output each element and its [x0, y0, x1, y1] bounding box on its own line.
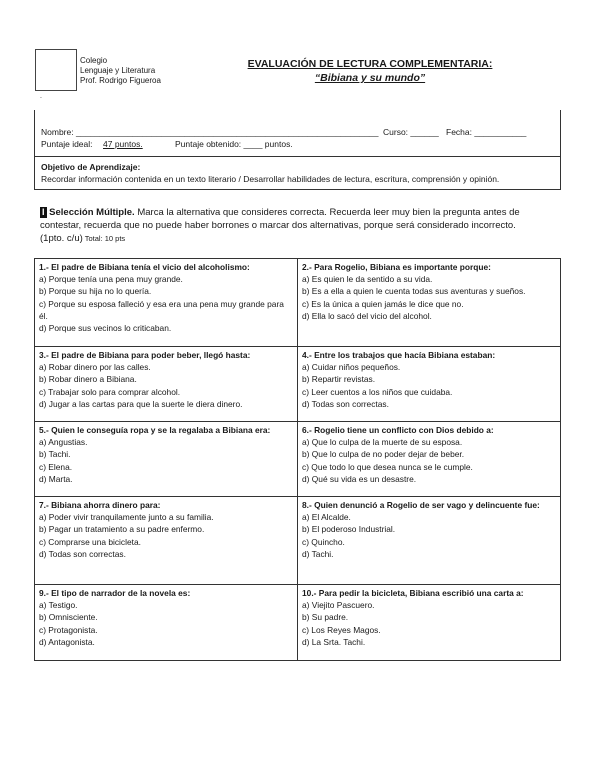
table-row — [35, 497, 561, 585]
section-instructions-text: Marca la alternativa que consideres correcta. Recuerda leer muy bien la pregunta antes de contestar, recuerda que no puede haber borrones o marcar dos alternativas, porque será considerado incorrecto. — [40, 207, 520, 231]
question-text: 5.- Quien le conseguía ropa y se la regalaba a Bibiana era: — [39, 425, 271, 435]
date-field[interactable]: Fecha: ___________ — [446, 127, 527, 137]
question-cell — [298, 585, 561, 661]
option[interactable]: c) Quincho. — [302, 536, 345, 547]
option[interactable]: a) Cuidar niños pequeños. — [302, 362, 401, 373]
option[interactable]: a) Angustias. — [39, 437, 88, 448]
section-title: Selección Múltiple. — [49, 207, 135, 218]
question-cell — [298, 259, 561, 347]
option[interactable]: a) Viejito Pascuero. — [302, 600, 375, 611]
table-row — [35, 585, 561, 661]
option[interactable]: b) Tachi. — [39, 449, 71, 460]
section-instructions — [40, 206, 560, 245]
option[interactable]: b) Omnisciente. — [39, 612, 98, 623]
question-cell — [298, 497, 561, 585]
option[interactable]: c) Protagonista. — [39, 624, 98, 635]
question-cell — [35, 585, 298, 661]
option[interactable]: d) La Srta. Tachi. — [302, 636, 366, 647]
option[interactable]: d) Porque sus vecinos lo criticaban. — [39, 323, 172, 334]
question-text: 9.- El tipo de narrador de la novela es: — [39, 588, 191, 598]
school-line: Prof. Rodrigo Figueroa — [80, 76, 161, 85]
option[interactable]: b) Repartir revistas. — [302, 374, 376, 385]
option[interactable]: b) Que lo culpa de no poder dejar de beber. — [302, 449, 465, 460]
name-field[interactable]: Nombre: ________________________________________________________________ — [41, 127, 379, 137]
option[interactable]: c) Comprarse una bicicleta. — [39, 536, 141, 547]
option[interactable]: a) Poder vivir tranquilamente junto a su familia. — [39, 512, 214, 523]
option[interactable]: a) El Alcalde. — [302, 512, 351, 523]
ideal-score-label: Puntaje ideal: — [41, 139, 93, 149]
option[interactable]: c) Porque su esposa falleció y esa era una pena muy grande para él. — [39, 298, 284, 321]
question-text: 8.- Quien denunció a Rogelio de ser vago y delincuente fue: — [302, 500, 540, 510]
question-text: 2.- Para Rogelio, Bibiana es importante porque: — [302, 262, 491, 272]
option[interactable]: d) Tachi. — [302, 548, 334, 559]
school-line: Lenguaje y Literatura — [80, 66, 156, 75]
obtained-score-field[interactable]: Puntaje obtenido: ____ puntos. — [175, 139, 293, 149]
option[interactable]: b) Robar dinero a Bibiana. — [39, 374, 137, 385]
table-row — [35, 259, 561, 347]
question-cell — [35, 422, 298, 497]
option[interactable]: b) Su padre. — [302, 612, 349, 623]
questions-table — [34, 258, 561, 661]
option[interactable]: c) Es la única a quien jamás le dice que no. — [302, 298, 464, 309]
divider — [35, 156, 560, 157]
option[interactable]: c) Los Reyes Magos. — [302, 624, 381, 635]
question-text: 1.- El padre de Bibiana tenía el vicio del alcoholismo: — [39, 262, 250, 272]
option[interactable]: b) Es a ella a quien le cuenta todas sus aventuras y sueños. — [302, 286, 526, 297]
option[interactable]: a) Es quien le da sentido a su vida. — [302, 274, 433, 285]
course-field[interactable]: Curso: ______ — [383, 127, 439, 137]
document-title — [235, 57, 505, 85]
option[interactable]: d) Marta. — [39, 473, 73, 484]
option[interactable]: d) Antagonista. — [39, 636, 95, 647]
option[interactable]: d) Ella lo sacó del vicio del alcohol. — [302, 310, 432, 321]
question-text: 7.- Bibiana ahorra dinero para: — [39, 500, 161, 510]
question-text: 3.- El padre de Bibiana para poder beber, llegó hasta: — [39, 350, 251, 360]
option[interactable]: a) Porque tenía una pena muy grande. — [39, 274, 183, 285]
option[interactable]: a) Testigo. — [39, 600, 78, 611]
ideal-score-value: 47 puntos. — [103, 139, 143, 149]
book-title: “Bibiana y su mundo” — [314, 72, 426, 84]
points-each: (1pto. c/u) — [40, 233, 83, 244]
option[interactable]: d) Todas son correctas. — [302, 398, 389, 409]
option[interactable]: a) Robar dinero por las calles. — [39, 362, 151, 373]
option[interactable]: c) Trabajar solo para comprar alcohol. — [39, 386, 181, 397]
objective-text: Recordar información contenida en un texto literario / Desarrollar habilidades de lectura, escritura, comprensión y opinión. — [41, 174, 500, 184]
option[interactable]: c) Elena. — [39, 461, 73, 472]
option[interactable]: c) Que todo lo que desea nunca se le cumple. — [302, 461, 473, 472]
question-text: 10.- Para pedir la bicicleta, Bibiana escribió una carta a: — [302, 588, 524, 598]
school-info — [80, 56, 161, 86]
question-cell — [35, 497, 298, 585]
question-cell — [35, 259, 298, 347]
school-logo-box — [35, 49, 77, 91]
option[interactable]: a) Que lo culpa de la muerte de su esposa. — [302, 437, 463, 448]
stray-dot: . — [40, 93, 42, 100]
option[interactable]: b) Porque su hija no lo quería. — [39, 286, 152, 297]
question-text: 4.- Entre los trabajos que hacía Bibiana estaban: — [302, 350, 496, 360]
question-cell — [298, 422, 561, 497]
objective-label: Objetivo de Aprendizaje: — [41, 162, 141, 172]
question-text: 6.- Rogelio tiene un conflicto con Dios debido a: — [302, 425, 494, 435]
points-total: Total: 10 pts — [82, 234, 126, 243]
question-cell — [35, 347, 298, 422]
option[interactable]: d) Qué su vida es un desastre. — [302, 473, 417, 484]
option[interactable]: d) Todas son correctas. — [39, 548, 126, 559]
option[interactable]: b) Pagar un tratamiento a su padre enfermo. — [39, 524, 205, 535]
title-line: EVALUACIÓN DE LECTURA COMPLEMENTARIA: — [247, 58, 493, 70]
student-info-box — [34, 110, 561, 190]
option[interactable]: d) Jugar a las cartas para que la suerte le diera dinero. — [39, 398, 243, 409]
table-row — [35, 347, 561, 422]
option[interactable]: b) El poderoso Industrial. — [302, 524, 396, 535]
section-number: I — [42, 207, 45, 217]
option[interactable]: c) Leer cuentos a los niños que cuidaba. — [302, 386, 453, 397]
school-line: Colegio — [80, 56, 108, 65]
question-cell — [298, 347, 561, 422]
table-row — [35, 422, 561, 497]
